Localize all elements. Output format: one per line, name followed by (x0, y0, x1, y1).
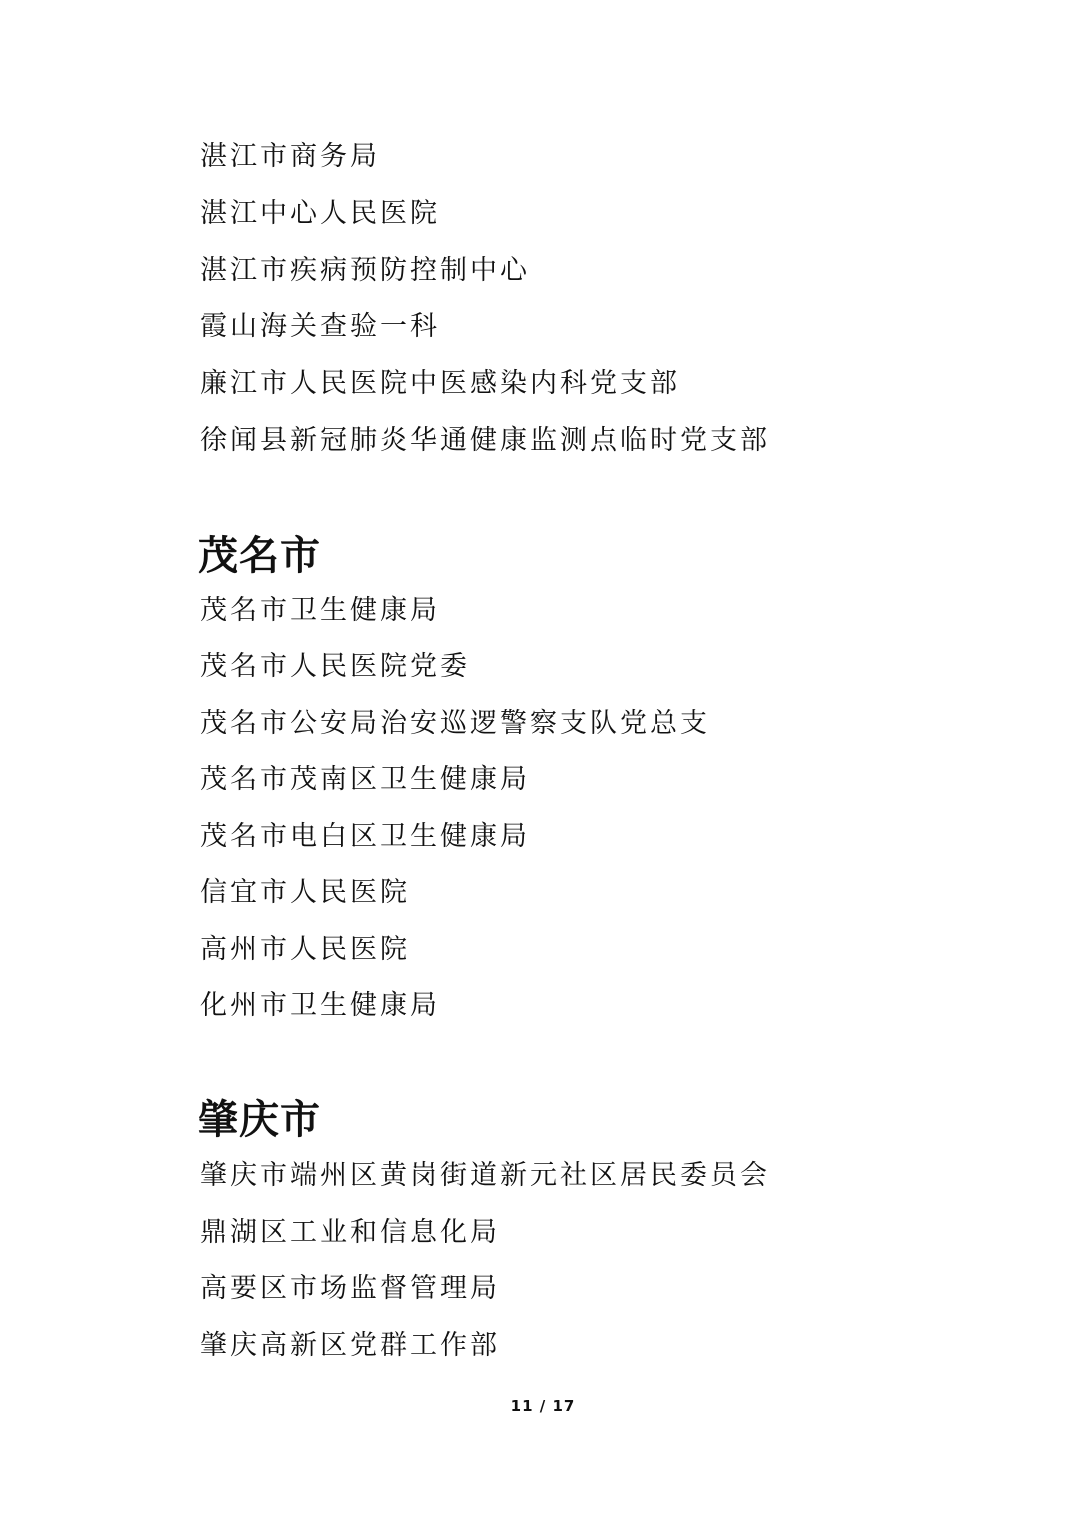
list-item: 茂名市电白区卫生健康局 (200, 821, 530, 852)
list-item: 信宜市人民医院 (200, 877, 410, 908)
list-item: 肇庆高新区党群工作部 (200, 1330, 500, 1361)
page-number: 11 / 17 (510, 1397, 576, 1415)
list-item: 茂名市卫生健康局 (200, 595, 440, 626)
list-item: 廉江市人民医院中医感染内科党支部 (200, 368, 680, 399)
section-heading-zhaoqing: 肇庆市 (198, 1097, 321, 1143)
list-item: 湛江市商务局 (200, 141, 380, 172)
list-item: 高要区市场监督管理局 (200, 1273, 500, 1304)
list-item: 湛江市疾病预防控制中心 (200, 255, 530, 286)
list-item: 徐闻县新冠肺炎华通健康监测点临时党支部 (200, 425, 770, 456)
list-item: 鼎湖区工业和信息化局 (200, 1217, 500, 1248)
list-item: 霞山海关查验一科 (200, 311, 440, 342)
list-item: 茂名市人民医院党委 (200, 651, 470, 682)
list-item: 化州市卫生健康局 (200, 990, 440, 1021)
list-item: 湛江中心人民医院 (200, 198, 440, 229)
section-heading-maoming: 茂名市 (198, 533, 321, 579)
list-item: 茂名市茂南区卫生健康局 (200, 764, 530, 795)
list-item: 肇庆市端州区黄岗街道新元社区居民委员会 (200, 1160, 770, 1191)
list-item: 茂名市公安局治安巡逻警察支队党总支 (200, 708, 710, 739)
list-item: 高州市人民医院 (200, 934, 410, 965)
